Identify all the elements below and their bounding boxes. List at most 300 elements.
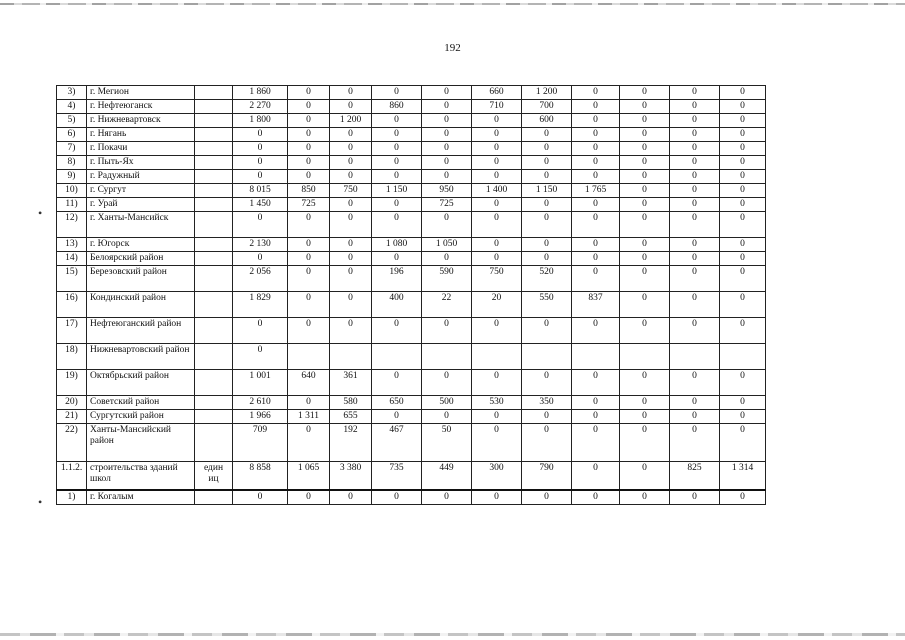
row-index: 5) [57, 114, 87, 128]
row-name: г. Сургут [87, 184, 195, 198]
row-value: 1 080 [372, 238, 422, 252]
row-value: 0 [670, 424, 720, 462]
row-name: Кондинский район [87, 292, 195, 318]
row-index: 11) [57, 198, 87, 212]
row-value [572, 344, 620, 370]
row-value: 0 [372, 490, 422, 505]
row-value: 0 [472, 370, 522, 396]
row-index: 19) [57, 370, 87, 396]
row-value: 0 [330, 318, 372, 344]
row-value: 1 150 [522, 184, 572, 198]
row-value: 1 800 [233, 114, 288, 128]
row-value: 0 [522, 170, 572, 184]
row-value: 20 [472, 292, 522, 318]
row-value: 0 [330, 252, 372, 266]
row-value: 0 [522, 370, 572, 396]
scan-edge-bottom [0, 633, 905, 636]
row-value: 0 [720, 410, 766, 424]
table-row [57, 184, 766, 198]
row-value: 0 [522, 212, 572, 238]
table-row [57, 142, 766, 156]
row-value: 0 [620, 292, 670, 318]
row-value: 0 [620, 396, 670, 410]
row-name: Белоярский район [87, 252, 195, 266]
table-row [57, 128, 766, 142]
row-value [720, 344, 766, 370]
row-value: 837 [572, 292, 620, 318]
row-value: 0 [372, 318, 422, 344]
row-unit [195, 86, 233, 100]
row-value: 725 [288, 198, 330, 212]
row-name: Сургутский район [87, 410, 195, 424]
row-name: г. Ханты-Мансийск [87, 212, 195, 238]
row-value: 3 380 [330, 462, 372, 490]
table-row [57, 344, 766, 370]
row-name: г. Нижневартовск [87, 114, 195, 128]
row-value [670, 344, 720, 370]
row-value: 550 [522, 292, 572, 318]
row-value: 0 [670, 292, 720, 318]
row-value: 0 [233, 156, 288, 170]
table-row [57, 490, 766, 505]
row-value: 0 [472, 212, 522, 238]
table-row [57, 212, 766, 238]
row-name: г. Когалым [87, 490, 195, 505]
row-value: 0 [422, 114, 472, 128]
row-value: 1 001 [233, 370, 288, 396]
row-value: 0 [422, 86, 472, 100]
row-value: 0 [620, 142, 670, 156]
row-unit [195, 128, 233, 142]
row-index: 6) [57, 128, 87, 142]
row-value: 825 [670, 462, 720, 490]
row-value: 0 [472, 198, 522, 212]
row-value: 0 [372, 370, 422, 396]
row-value: 0 [372, 170, 422, 184]
row-index: 9) [57, 170, 87, 184]
row-value: 0 [422, 410, 472, 424]
row-unit [195, 252, 233, 266]
row-value: 0 [720, 238, 766, 252]
row-unit [195, 344, 233, 370]
row-name: Октябрьский район [87, 370, 195, 396]
row-value: 660 [472, 86, 522, 100]
row-value: 640 [288, 370, 330, 396]
row-value: 0 [572, 490, 620, 505]
row-value: 0 [522, 490, 572, 505]
row-value: 0 [288, 142, 330, 156]
row-name: г. Нягань [87, 128, 195, 142]
row-index: 20) [57, 396, 87, 410]
row-value: 590 [422, 266, 472, 292]
row-unit [195, 100, 233, 114]
row-value: 467 [372, 424, 422, 462]
row-value: 1 860 [233, 86, 288, 100]
row-value: 600 [522, 114, 572, 128]
row-value: 0 [720, 292, 766, 318]
row-value: 0 [670, 252, 720, 266]
row-value: 0 [572, 100, 620, 114]
row-value: 0 [233, 252, 288, 266]
row-value: 1 065 [288, 462, 330, 490]
row-value: 0 [620, 238, 670, 252]
row-value: 449 [422, 462, 472, 490]
row-value: 0 [472, 424, 522, 462]
table-row [57, 266, 766, 292]
row-value: 0 [288, 424, 330, 462]
row-value: 1 050 [422, 238, 472, 252]
row-value: 0 [288, 86, 330, 100]
row-name: г. Покачи [87, 142, 195, 156]
row-value: 0 [720, 114, 766, 128]
row-value: 0 [472, 128, 522, 142]
row-value: 0 [572, 266, 620, 292]
row-value: 0 [288, 156, 330, 170]
row-value: 0 [372, 114, 422, 128]
row-value: 0 [572, 142, 620, 156]
row-value: 500 [422, 396, 472, 410]
margin-mark: • [38, 495, 43, 509]
row-value: 0 [372, 128, 422, 142]
row-value: 520 [522, 266, 572, 292]
row-value: 0 [422, 252, 472, 266]
row-value: 0 [670, 238, 720, 252]
row-value: 0 [720, 128, 766, 142]
row-value: 8 015 [233, 184, 288, 198]
row-value: 0 [572, 156, 620, 170]
row-name: Березовский район [87, 266, 195, 292]
row-value: 0 [522, 238, 572, 252]
row-index: 16) [57, 292, 87, 318]
row-value: 0 [422, 212, 472, 238]
row-name: г. Югорск [87, 238, 195, 252]
row-value: 0 [330, 170, 372, 184]
row-value: 725 [422, 198, 472, 212]
row-value: 0 [670, 370, 720, 396]
row-value [422, 344, 472, 370]
row-value: 0 [620, 184, 670, 198]
row-value: 0 [288, 266, 330, 292]
row-value: 0 [330, 212, 372, 238]
row-value: 0 [670, 128, 720, 142]
row-name: Советский район [87, 396, 195, 410]
row-value: 860 [372, 100, 422, 114]
row-value: 1 829 [233, 292, 288, 318]
row-value: 0 [422, 318, 472, 344]
row-value: 0 [522, 142, 572, 156]
row-value: 0 [472, 156, 522, 170]
row-value: 0 [233, 318, 288, 344]
row-value: 0 [670, 184, 720, 198]
row-value: 0 [670, 100, 720, 114]
row-index: 1.1.2. [57, 462, 87, 490]
row-value: 0 [288, 490, 330, 505]
row-value: 0 [620, 410, 670, 424]
table-row [57, 252, 766, 266]
row-value: 650 [372, 396, 422, 410]
table-row [57, 114, 766, 128]
row-index: 3) [57, 86, 87, 100]
row-unit [195, 170, 233, 184]
data-table [56, 85, 766, 505]
row-value: 0 [620, 266, 670, 292]
row-value: 0 [620, 424, 670, 462]
row-value: 0 [620, 318, 670, 344]
row-value: 530 [472, 396, 522, 410]
table-row [57, 424, 766, 462]
row-index: 10) [57, 184, 87, 198]
row-value: 0 [670, 266, 720, 292]
row-value: 0 [288, 100, 330, 114]
table-row [57, 410, 766, 424]
row-value: 0 [620, 128, 670, 142]
row-unit [195, 198, 233, 212]
row-value: 580 [330, 396, 372, 410]
row-index: 4) [57, 100, 87, 114]
row-value: 0 [330, 86, 372, 100]
row-value: 0 [472, 318, 522, 344]
row-value: 750 [330, 184, 372, 198]
row-value: 0 [620, 490, 670, 505]
row-value: 0 [522, 198, 572, 212]
row-value: 50 [422, 424, 472, 462]
row-index: 18) [57, 344, 87, 370]
row-value: 0 [330, 100, 372, 114]
row-value: 1 314 [720, 462, 766, 490]
row-value: 0 [288, 170, 330, 184]
row-value: 0 [472, 410, 522, 424]
row-value: 2 270 [233, 100, 288, 114]
row-value: 0 [422, 128, 472, 142]
row-value: 0 [288, 292, 330, 318]
row-value: 0 [288, 396, 330, 410]
row-index: 21) [57, 410, 87, 424]
row-unit [195, 318, 233, 344]
row-value [372, 344, 422, 370]
row-value: 0 [572, 396, 620, 410]
table-row [57, 198, 766, 212]
row-value: 22 [422, 292, 472, 318]
row-value: 0 [720, 252, 766, 266]
row-value: 2 056 [233, 266, 288, 292]
row-unit [195, 238, 233, 252]
row-name: г. Пыть-Ях [87, 156, 195, 170]
row-value: 0 [720, 212, 766, 238]
row-value: 0 [233, 170, 288, 184]
row-value: 950 [422, 184, 472, 198]
row-value: 0 [720, 170, 766, 184]
row-value: 0 [522, 424, 572, 462]
row-value [522, 344, 572, 370]
row-value: 0 [288, 212, 330, 238]
row-value: 0 [288, 128, 330, 142]
row-name: г. Урай [87, 198, 195, 212]
row-value [472, 344, 522, 370]
row-value: 0 [572, 370, 620, 396]
row-value: 0 [372, 252, 422, 266]
row-unit [195, 114, 233, 128]
row-value: 1 400 [472, 184, 522, 198]
row-value: 0 [620, 170, 670, 184]
row-value: 0 [422, 100, 472, 114]
row-value: 0 [620, 114, 670, 128]
row-value: 0 [670, 86, 720, 100]
row-unit [195, 490, 233, 505]
row-value: 0 [472, 170, 522, 184]
row-value: 0 [670, 142, 720, 156]
row-value: 0 [572, 128, 620, 142]
row-value: 0 [572, 462, 620, 490]
row-value: 0 [288, 114, 330, 128]
row-value: 1 200 [522, 86, 572, 100]
row-value: 0 [572, 238, 620, 252]
page-number: 192 [444, 42, 461, 54]
margin-mark: • [38, 206, 43, 220]
row-unit [195, 266, 233, 292]
row-value: 2 130 [233, 238, 288, 252]
row-value: 0 [522, 156, 572, 170]
row-index: 17) [57, 318, 87, 344]
row-value: 850 [288, 184, 330, 198]
table-row [57, 170, 766, 184]
row-value: 0 [233, 490, 288, 505]
row-value: 0 [422, 156, 472, 170]
row-value: 0 [720, 100, 766, 114]
row-value: 300 [472, 462, 522, 490]
row-value: 1 150 [372, 184, 422, 198]
row-value: 0 [472, 114, 522, 128]
row-value: 0 [620, 100, 670, 114]
row-value: 0 [670, 410, 720, 424]
row-value: 0 [472, 142, 522, 156]
table-row [57, 462, 766, 490]
row-value: 0 [572, 410, 620, 424]
row-value: 400 [372, 292, 422, 318]
row-value: 0 [330, 198, 372, 212]
row-value: 0 [330, 266, 372, 292]
row-name: г. Радужный [87, 170, 195, 184]
row-value: 0 [720, 156, 766, 170]
row-value: 0 [720, 198, 766, 212]
row-value: 0 [522, 410, 572, 424]
row-value: 192 [330, 424, 372, 462]
row-value: 1 450 [233, 198, 288, 212]
row-value: 0 [572, 212, 620, 238]
row-value: 0 [720, 370, 766, 396]
row-value: 0 [572, 424, 620, 462]
row-value: 735 [372, 462, 422, 490]
row-value: 0 [472, 252, 522, 266]
row-unit [195, 370, 233, 396]
table-row [57, 318, 766, 344]
row-value: 0 [372, 198, 422, 212]
row-value: 0 [572, 170, 620, 184]
row-value: 0 [620, 370, 670, 396]
row-name: Нижневартовский район [87, 344, 195, 370]
row-value: 0 [572, 114, 620, 128]
row-index: 22) [57, 424, 87, 462]
row-value: 0 [572, 252, 620, 266]
table-row [57, 292, 766, 318]
row-value: 0 [670, 156, 720, 170]
row-value: 0 [620, 198, 670, 212]
row-value: 0 [422, 490, 472, 505]
row-value: 0 [330, 490, 372, 505]
row-value: 0 [233, 344, 288, 370]
row-value: 0 [288, 252, 330, 266]
row-index: 12) [57, 212, 87, 238]
row-value: 0 [233, 212, 288, 238]
row-value: 0 [720, 318, 766, 344]
row-value: 0 [422, 370, 472, 396]
row-value: 0 [422, 142, 472, 156]
row-value: 0 [620, 212, 670, 238]
row-value: 0 [720, 490, 766, 505]
row-value: 0 [372, 410, 422, 424]
row-value: 0 [670, 396, 720, 410]
row-value: 0 [572, 318, 620, 344]
row-value: 0 [472, 490, 522, 505]
row-value: 0 [522, 128, 572, 142]
row-unit [195, 156, 233, 170]
row-unit [195, 184, 233, 198]
row-value: 0 [620, 252, 670, 266]
row-value: 0 [720, 266, 766, 292]
row-value: 0 [372, 212, 422, 238]
row-value [330, 344, 372, 370]
row-value: 710 [472, 100, 522, 114]
row-value: 0 [720, 86, 766, 100]
row-value: 0 [720, 424, 766, 462]
row-value: 0 [372, 156, 422, 170]
row-value: 0 [233, 142, 288, 156]
row-unit: един иц [195, 462, 233, 490]
row-value [288, 344, 330, 370]
row-value: 1 966 [233, 410, 288, 424]
row-value: 0 [720, 142, 766, 156]
row-value: 0 [330, 156, 372, 170]
row-unit [195, 292, 233, 318]
row-value: 0 [522, 252, 572, 266]
table-row [57, 370, 766, 396]
row-name: г. Мегион [87, 86, 195, 100]
row-value: 0 [288, 238, 330, 252]
row-value: 790 [522, 462, 572, 490]
row-index: 8) [57, 156, 87, 170]
row-unit [195, 142, 233, 156]
row-value: 0 [572, 198, 620, 212]
table-row [57, 100, 766, 114]
row-index: 1) [57, 490, 87, 505]
row-value: 0 [720, 184, 766, 198]
row-value: 709 [233, 424, 288, 462]
row-value: 700 [522, 100, 572, 114]
row-value: 0 [620, 462, 670, 490]
row-value: 0 [620, 156, 670, 170]
row-unit [195, 424, 233, 462]
row-value: 0 [572, 86, 620, 100]
row-value: 0 [372, 86, 422, 100]
row-value: 655 [330, 410, 372, 424]
row-value: 0 [372, 142, 422, 156]
row-value: 8 858 [233, 462, 288, 490]
row-value: 1 765 [572, 184, 620, 198]
row-value: 0 [720, 396, 766, 410]
row-index: 13) [57, 238, 87, 252]
table-row [57, 156, 766, 170]
row-value: 0 [422, 170, 472, 184]
row-value: 0 [330, 238, 372, 252]
